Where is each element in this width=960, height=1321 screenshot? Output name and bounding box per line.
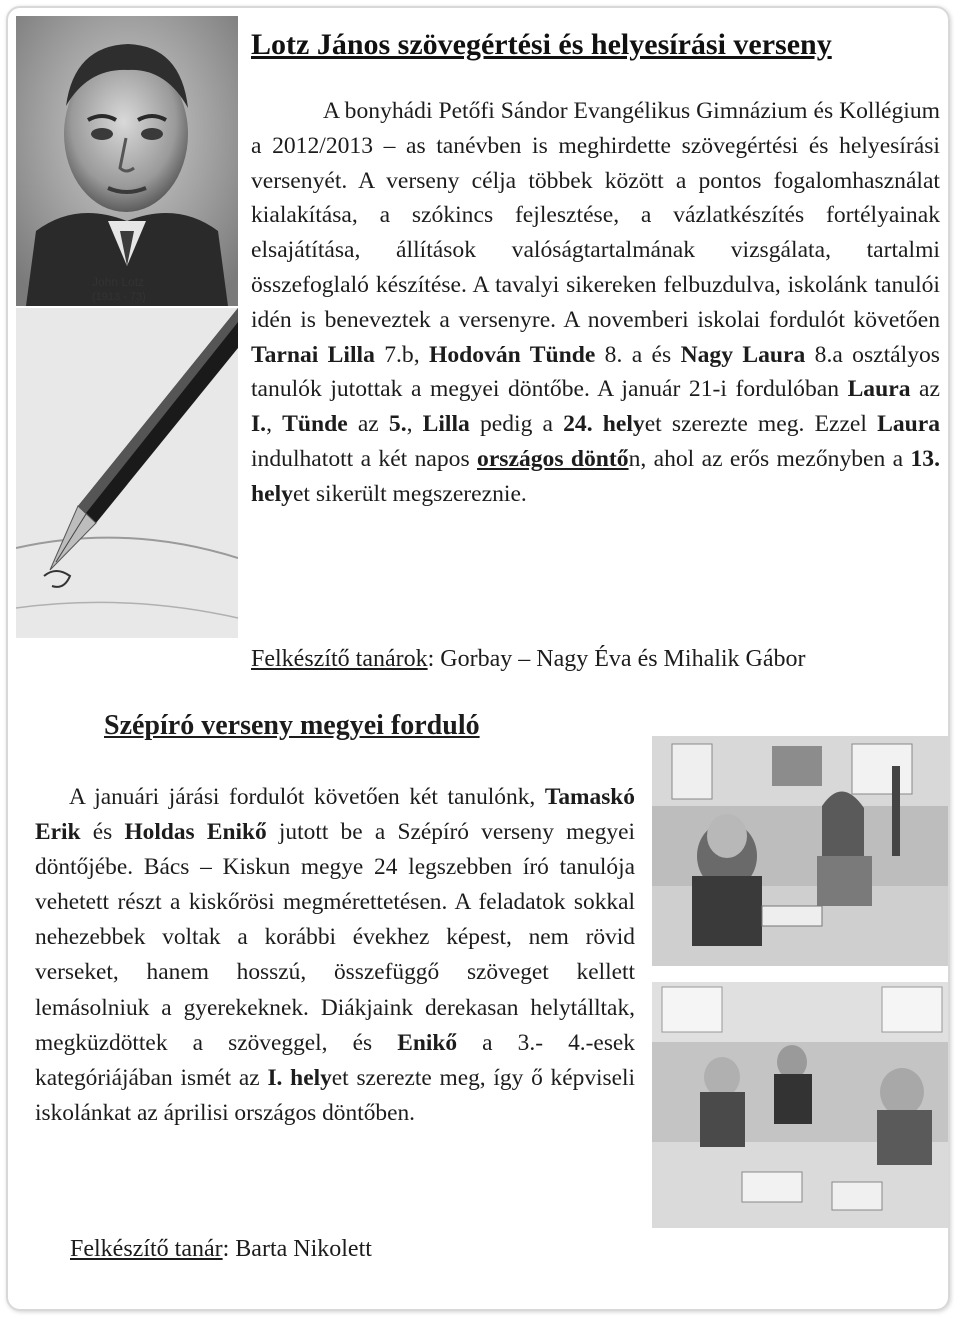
classroom-photo-illustration-2: [652, 982, 950, 1228]
newsletter-page: [6, 6, 950, 1311]
article-title-szepiro: Szépíró verseny megyei forduló: [104, 710, 480, 741]
portrait-illustration: [16, 16, 238, 306]
preparing-teacher-line-2: [70, 1236, 372, 1263]
preparing-teacher-name: : Barta Nikolett: [222, 1236, 372, 1262]
competition-photo-1: [652, 736, 950, 966]
article-body-lotz-janos: A bonyhádi Petőfi Sándor Evangélikus Gimnázium és Kollégium a 2012/2013 – as tanévben is meghirdette szövegértési és helyesírási versenyét. A verseny célja többek között a pontos fogalomhasználat kialakítása, a szókincs fejlesztése, a vázlatkészítés fortélyainak elsajátítása, állítások valóságtartalmának vizsgálata, tartalmi összefoglaló készítése. A tavalyi sikereken felbuzdulva, iskolánk tanulói idén is beneveztek a versenyre. A novemberi iskolai fordulót követően Tarnai Lilla 7.b, Hodován Tünde 8. a és Nagy Laura 8.a osztályos tanulók jutottak a megyei döntőbe. A január 21-i fordulóban Laura az I., Tünde az 5., Lilla pedig a 24. helyet szerezte meg. Ezzel Laura indulhatott a két napos országos döntőn, ahol az erős mezőnyben a 13. helyet sikerült megszereznie.: [251, 98, 941, 507]
portrait-photo-john-lotz: [16, 16, 238, 306]
classroom-photo-illustration-1: [652, 736, 950, 966]
fountain-pen-photo: [16, 308, 238, 638]
preparing-teachers-label: Felkészítő tanárok: [251, 646, 428, 672]
preparing-teachers-names: : Gorbay – Nagy Éva és Mihalik Gábor: [427, 646, 806, 672]
competition-photo-2: [652, 982, 950, 1228]
fountain-pen-illustration: [16, 308, 238, 638]
preparing-teachers-line-1: [251, 646, 806, 673]
article-body-szepiro: A januári járási fordulót követően két tanulónk, Tamaskó Erik és Holdas Enikő jutott be a Szépíró verseny megyei döntőjébe. Bács – Kiskun megye 24 legszebben író tanulója vehetett részt a kiskőrösi megmérettetésen. A feladatok sokkal nehezebbek voltak a korábbi évekhez képest, nem rövid verseket, hanem hosszú, összefüggő szöveget kellett lemásolniuk a gyerekeknek. Diákjaink derekasan helytálltak, megküzdöttek a szöveggel, és Enikő a 3.- 4.-esek kategóriájában ismét az I. helyet szerezte meg, így ő képviseli iskolánkat az áprilisi országos döntőben.: [35, 784, 636, 1126]
article-title-lotz-janos: Lotz János szövegértési és helyesírási verseny: [251, 28, 832, 61]
portrait-caption-years: (1913 - 73): [92, 291, 146, 303]
preparing-teacher-label: Felkészítő tanár: [70, 1236, 223, 1262]
portrait-caption-name: John Lotz: [92, 275, 145, 289]
